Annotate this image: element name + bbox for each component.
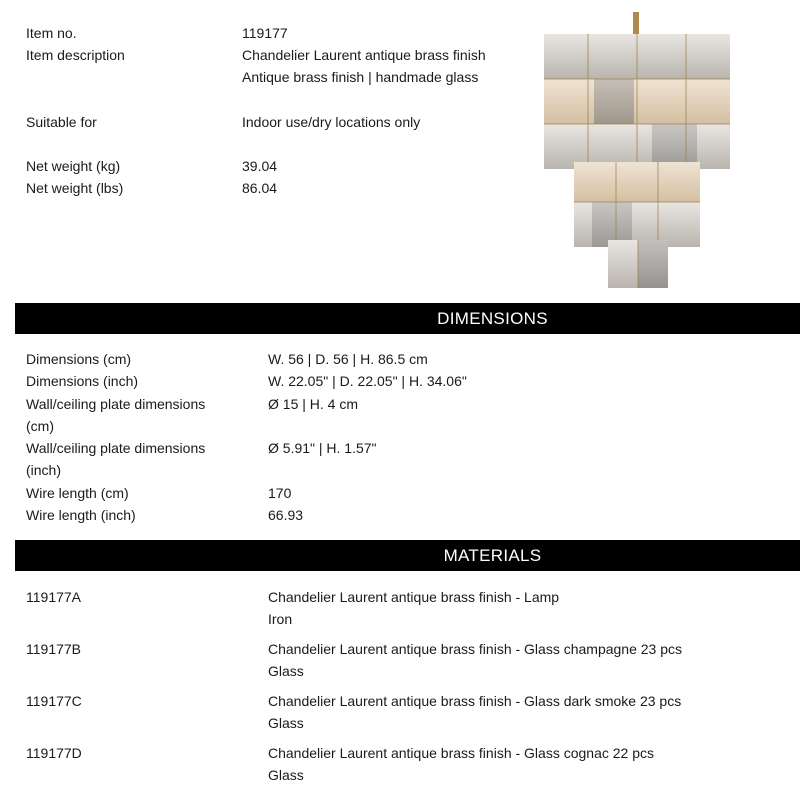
net-weight-lbs-label: Net weight (lbs) [26, 180, 124, 196]
wire-inch-label: Wire length (inch) [26, 507, 136, 523]
item-no-label: Item no. [26, 25, 77, 41]
suitable-for-value: Indoor use/dry locations only [242, 114, 421, 130]
item-description-line1: Chandelier Laurent antique brass finish [242, 47, 486, 63]
dim-cm-value: W. 56 | D. 56 | H. 86.5 cm [268, 351, 428, 367]
material-type: Glass [268, 715, 304, 731]
dim-inch-value: W. 22.05" | D. 22.05" | H. 34.06" [268, 373, 467, 389]
material-description: Chandelier Laurent antique brass finish - Glass dark smoke 23 pcs [268, 693, 682, 709]
plate-inch-label-line1: Wall/ceiling plate dimensions [26, 440, 206, 456]
plate-cm-label-line2: (cm) [26, 418, 54, 434]
material-type: Glass [268, 663, 304, 679]
wire-inch-value: 66.93 [268, 507, 304, 523]
dimensions-header [15, 303, 800, 334]
net-weight-kg-value: 39.04 [242, 158, 278, 174]
plate-inch-label-line2: (inch) [26, 462, 62, 478]
material-type: Iron [268, 611, 293, 627]
material-description: Chandelier Laurent antique brass finish - Lamp [268, 589, 560, 605]
material-code: 119177D [26, 745, 82, 761]
plate-cm-label-line1: Wall/ceiling plate dimensions [26, 396, 206, 412]
dim-inch-label: Dimensions (inch) [26, 373, 139, 389]
materials-header [15, 540, 800, 571]
material-type: Glass [268, 767, 304, 783]
material-code: 119177C [26, 693, 82, 709]
plate-cm-value: Ø 15 | H. 4 cm [268, 396, 358, 412]
dimensions-header-text: DIMENSIONS [437, 308, 548, 328]
item-description-label: Item description [26, 47, 125, 63]
material-description: Chandelier Laurent antique brass finish - Glass cognac 22 pcs [268, 745, 654, 761]
materials-header-text: MATERIALS [443, 545, 542, 565]
item-description-line2: Antique brass finish | handmade glass [242, 69, 479, 85]
material-description: Chandelier Laurent antique brass finish - Glass champagne 23 pcs [268, 641, 683, 657]
wire-cm-label: Wire length (cm) [26, 485, 129, 501]
suitable-for-label: Suitable for [26, 114, 97, 130]
material-code: 119177B [26, 641, 82, 657]
item-no-value: 119177 [242, 25, 288, 41]
net-weight-lbs-value: 86.04 [242, 180, 278, 196]
plate-inch-value: Ø 5.91" | H. 1.57" [268, 440, 377, 456]
material-code: 119177A [26, 589, 82, 605]
net-weight-kg-label: Net weight (kg) [26, 158, 121, 174]
wire-cm-value: 170 [268, 485, 292, 501]
chandelier-product-image [532, 12, 742, 292]
dim-cm-label: Dimensions (cm) [26, 351, 132, 367]
